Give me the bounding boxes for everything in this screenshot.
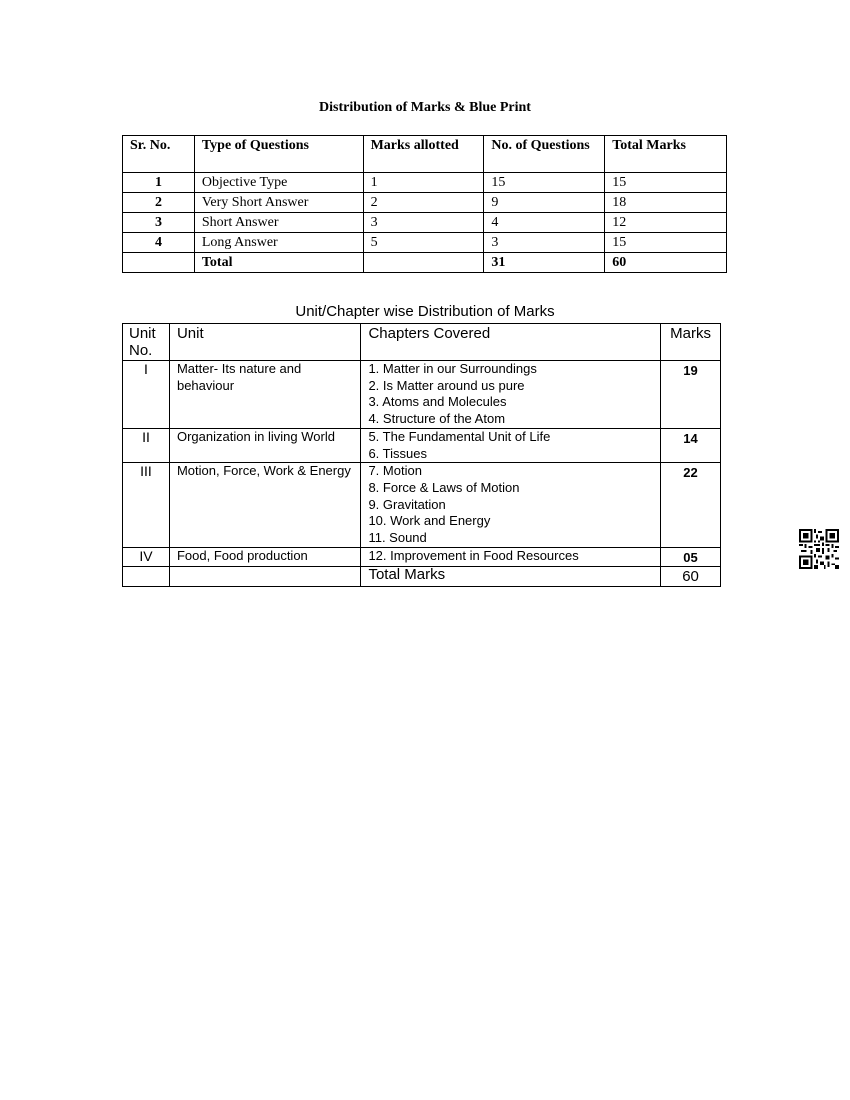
table-row [123, 361, 721, 429]
unit-cell: Motion, Force, Work & Energy [169, 463, 360, 548]
chapter-item: 12. Improvement in Food Resources [368, 547, 579, 563]
chapter-item: 8. Force & Laws of Motion [368, 479, 520, 495]
chapter-item: 4. Structure of the Atom [368, 411, 506, 427]
empty-cell [123, 253, 195, 273]
total-row [123, 567, 721, 587]
total-marks: 60 [661, 567, 721, 587]
total-cell: 18 [605, 193, 727, 213]
count-cell: 15 [484, 173, 605, 193]
qr-code-icon [799, 529, 839, 569]
header-sr-no: Sr. No. [123, 136, 195, 173]
sr-no-cell: 1 [123, 173, 195, 193]
chapter-item: 6. Tissues [368, 445, 427, 461]
chapter-item: 2. Is Matter around us pure [368, 377, 525, 393]
header-unit-no: Unit No. [123, 324, 170, 361]
blueprint-title: Distribution of Marks & Blue Print [319, 100, 531, 115]
unit-cell: Matter- Its nature and behaviour [169, 361, 360, 429]
chapters-cell [361, 547, 661, 567]
table-row [123, 428, 721, 462]
unitwise-title: Unit/Chapter wise Distribution of Marks [295, 303, 555, 320]
chapter-item: 9. Gravitation [368, 496, 446, 512]
header-no-of-questions: No. of Questions [484, 136, 605, 173]
chapter-item: 5. The Fundamental Unit of Life [368, 428, 551, 444]
marks-cell: 22 [661, 463, 721, 548]
sr-no-cell: 3 [123, 213, 195, 233]
table-row [123, 173, 727, 193]
empty-cell [363, 253, 484, 273]
chapter-item: 3. Atoms and Molecules [368, 394, 507, 410]
table-row [123, 193, 727, 213]
total-marks: 60 [605, 253, 727, 273]
type-cell: Objective Type [194, 173, 363, 193]
type-cell: Long Answer [194, 233, 363, 253]
table-row [123, 547, 721, 567]
count-cell: 9 [484, 193, 605, 213]
marks-cell: 14 [661, 428, 721, 462]
sr-no-cell: 2 [123, 193, 195, 213]
table-header-row [123, 136, 727, 173]
total-label: Total [194, 253, 363, 273]
total-cell: 12 [605, 213, 727, 233]
header-marks-allotted: Marks allotted [363, 136, 484, 173]
marks-cell: 3 [363, 213, 484, 233]
table-header-row [123, 324, 721, 361]
total-cell: 15 [605, 233, 727, 253]
marks-cell: 1 [363, 173, 484, 193]
type-cell: Very Short Answer [194, 193, 363, 213]
table-row [123, 233, 727, 253]
unit-cell: Organization in living World [169, 428, 360, 462]
table-row [123, 213, 727, 233]
empty-cell [169, 567, 360, 587]
sr-no-cell: 4 [123, 233, 195, 253]
total-count: 31 [484, 253, 605, 273]
unit-no-cell: II [123, 428, 170, 462]
total-row [123, 253, 727, 273]
unit-no-cell: I [123, 361, 170, 429]
chapters-cell [361, 361, 661, 429]
unitwise-table [122, 323, 721, 587]
count-cell: 4 [484, 213, 605, 233]
marks-cell: 5 [363, 233, 484, 253]
header-total-marks: Total Marks [605, 136, 727, 173]
header-chapters: Chapters Covered [361, 324, 661, 361]
unit-no-cell: III [123, 463, 170, 548]
chapters-cell [361, 463, 661, 548]
blueprint-table [122, 135, 727, 273]
marks-cell: 2 [363, 193, 484, 213]
chapter-item: 7. Motion [368, 463, 422, 479]
header-marks: Marks [661, 324, 721, 361]
chapter-item: 1. Matter in our Surroundings [368, 361, 537, 376]
unit-cell: Food, Food production [169, 547, 360, 567]
header-unit: Unit [169, 324, 360, 361]
marks-cell: 05 [661, 547, 721, 567]
table-row [123, 463, 721, 548]
header-type: Type of Questions [194, 136, 363, 173]
marks-cell: 19 [661, 361, 721, 429]
total-cell: 15 [605, 173, 727, 193]
chapter-item: 11. Sound [368, 530, 427, 546]
unit-no-cell: IV [123, 547, 170, 567]
empty-cell [123, 567, 170, 587]
chapters-cell [361, 428, 661, 462]
chapter-item: 10. Work and Energy [368, 513, 491, 529]
type-cell: Short Answer [194, 213, 363, 233]
count-cell: 3 [484, 233, 605, 253]
total-label: Total Marks [361, 567, 661, 587]
